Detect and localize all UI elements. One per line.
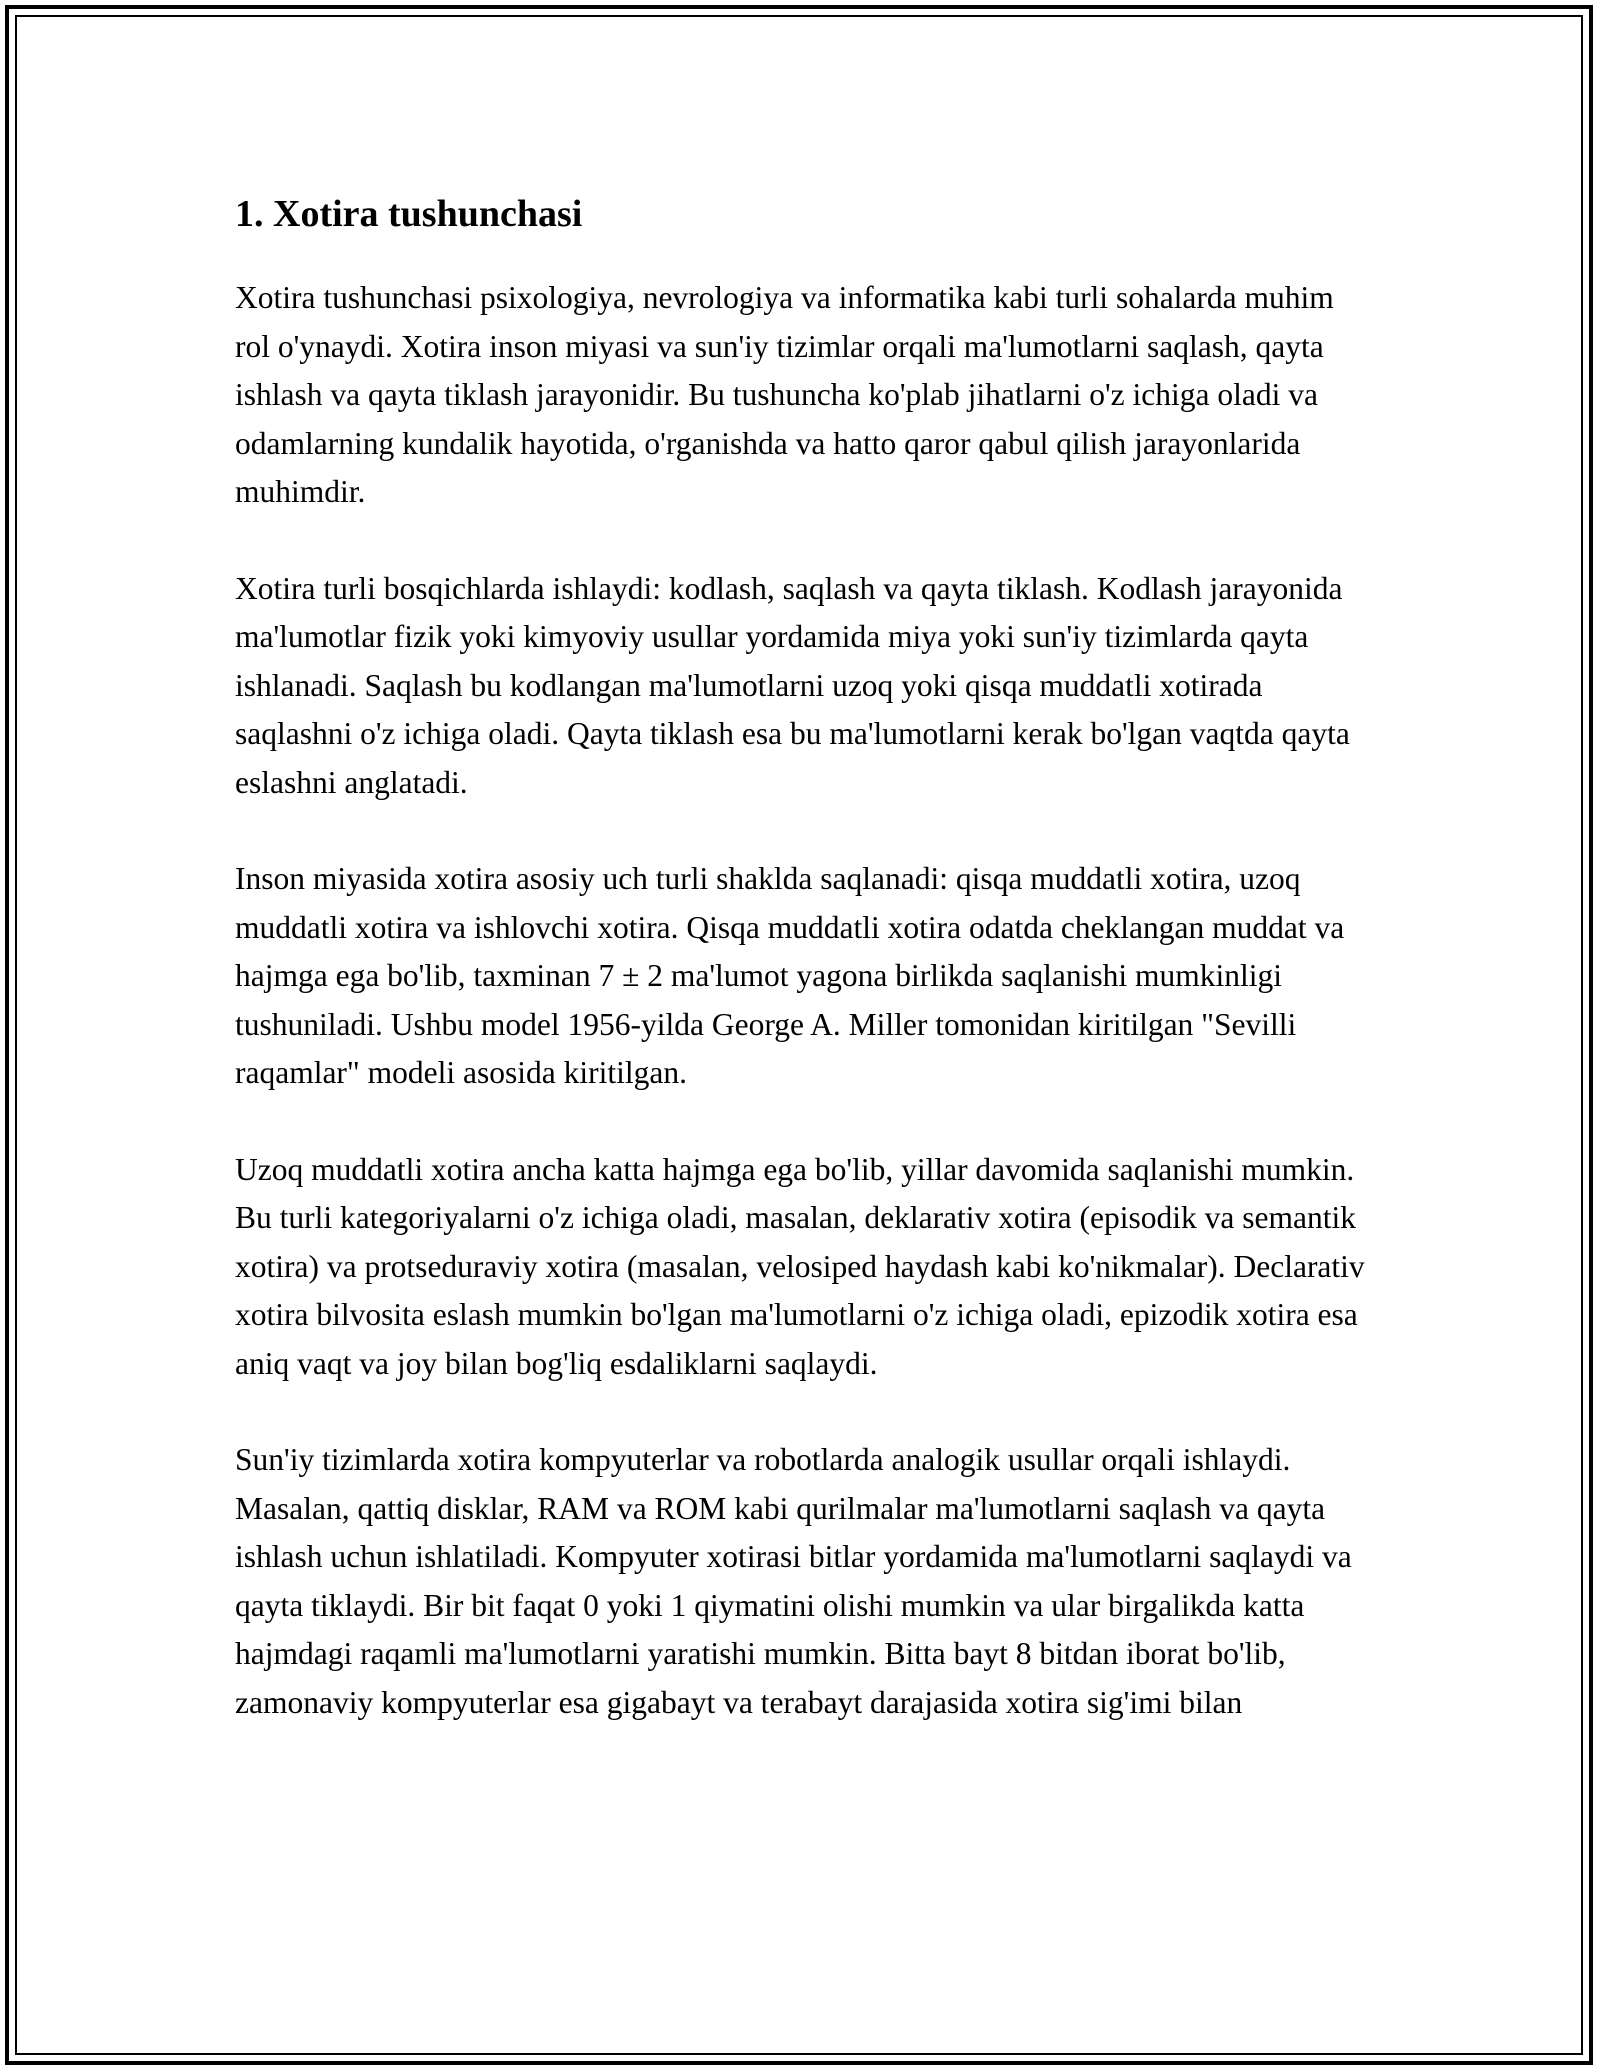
paragraph-1: Xotira tushunchasi psixologiya, nevrologiya va informatika kabi turli sohalarda muhim rol o'ynaydi. Xotira inson miyasi va sun'iy tizimlar orqali ma'lumotlarni saqlash, qayta ishlash va qayta tiklash jarayonidir. Bu tushuncha ko'plab jihatlarni o'z ichiga oladi va odamlarning kundalik hayotida, o'rganishda va hatto qaror qabul qilish jarayonlarida muhimdir. [235,280,1334,509]
paragraph-4: Uzoq muddatli xotira ancha katta hajmga ega bo'lib, yillar davomida saqlanishi mumkin. Bu turli kategoriyalarni o'z ichiga oladi, masalan, deklarativ xotira (episodik va semantik xotira) va protseduraviy xotira (masalan, velosiped haydash kabi ko'nikmalar). Declarativ xotira bilvosita eslash mumkin bo'lgan ma'lumotlarni o'z ichiga oladi, epizodik xotira esa aniq vaqt va joy bilan bog'liq esdaliklarni saqlaydi. [235,1151,1365,1381]
paragraph-2: Xotira turli bosqichlarda ishlaydi: kodlash, saqlash va qayta tiklash. Kodlash jarayonida ma'lumotlar fizik yoki kimyoviy usullar yordamida miya yoki sun'iy tizimlarda qayta ishlanadi. Saqlash bu kodlangan ma'lumotlarni uzoq yoki qisqa muddatli xotirada saqlashni o'z ichiga oladi. Qayta tiklash esa bu ma'lumotlarni kerak bo'lgan vaqtda qayta eslashni anglatadi. [235,570,1350,800]
document-body [235,188,1365,1775]
paragraph-5: Sun'iy tizimlarda xotira kompyuterlar va robotlarda analogik usullar orqali ishlaydi. Masalan, qattiq disklar, RAM va ROM kabi qurilmalar ma'lumotlarni saqlash va qayta ishlash uchun ishlatiladi. Kompyuter xotirasi bitlar yordamida ma'lumotlarni saqlaydi va qayta tiklaydi. Bir bit faqat 0 yoki 1 qiymatini olishi mumkin va ular birgalikda katta hajmdagi raqamli ma'lumotlarni yaratishi mumkin. Bitta bayt 8 bitdan iborat bo'lib, zamonaviy kompyuterlar esa gigabayt va terabayt darajasida xotira sig'imi bilan [235,1442,1352,1720]
paragraph-3: Inson miyasida xotira asosiy uch turli shaklda saqlanadi: qisqa muddatli xotira, uzoq muddatli xotira va ishlovchi xotira. Qisqa muddatli xotira odatda cheklangan muddat va hajmga ega bo'lib, taxminan 7 ± 2 ma'lumot yagona birlikda saqlanishi mumkinligi tushuniladi. Ushbu model 1956-yilda George A. Miller tomonidan kiritilgan "Sevilli raqamlar" modeli asosida kiritilgan. [235,861,1345,1090]
section-title: 1. Xotira tushunchasi [235,193,583,235]
